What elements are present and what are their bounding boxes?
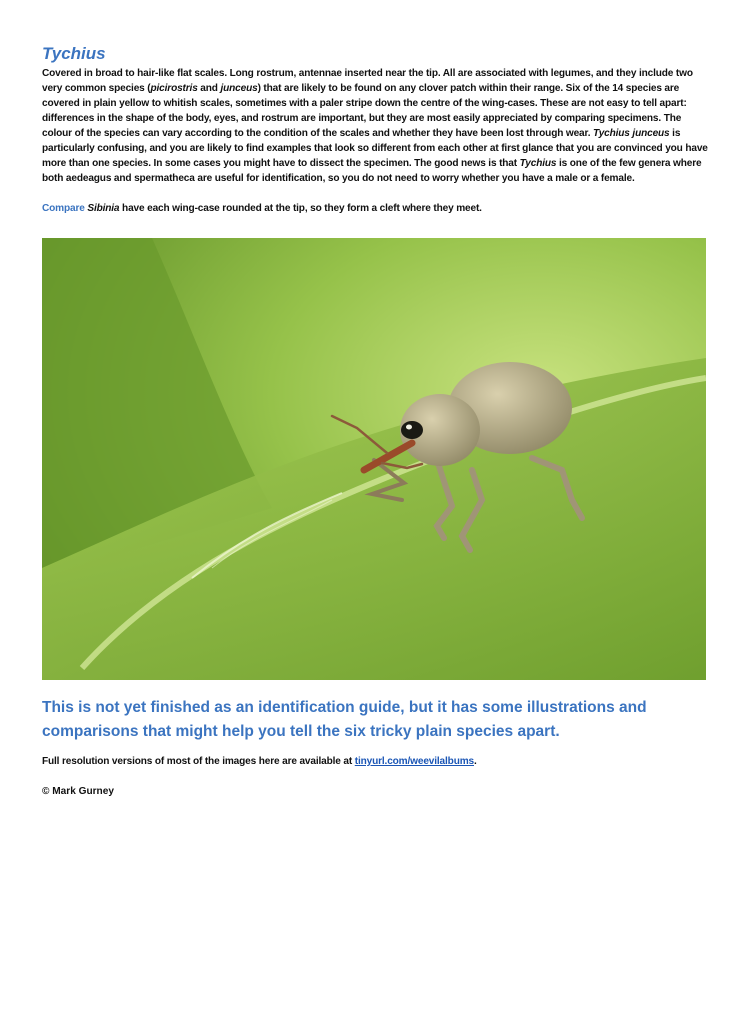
page-title: Tychius <box>42 44 106 63</box>
species-junceus: junceus <box>220 83 258 94</box>
species-picirostris: picirostris <box>150 83 198 94</box>
compare-text: have each wing-case rounded at the tip, so they form a cleft where they meet. <box>119 203 482 214</box>
desc-text-4: is one of the few genera where both aedeagus and spermatheca are useful for identification, so you do not need to worry whether you have a male or a female. <box>42 158 702 184</box>
full-resolution-text: Full resolution versions of most of the images here are available at <box>42 756 355 767</box>
albums-link[interactable]: tinyurl.com/weevilalbums <box>354 756 474 767</box>
weevil-photo <box>42 238 706 680</box>
copyright: © Mark Gurney <box>42 786 114 797</box>
compare-line <box>42 203 482 214</box>
genus-tychius: Tychius <box>519 158 557 169</box>
desc-text-1: Covered in broad to hair-like flat scales. Long rostrum, antennae inserted near the tip. All are associated with legumes, and they include two very common species ( <box>42 68 693 94</box>
full-resolution-line <box>42 756 477 767</box>
compare-genus: Sibinia <box>87 203 120 214</box>
notice-heading: This is not yet finished as an identification guide, but it has some illustrations and comparisons that might help you tell the six tricky plain species apart. <box>42 699 647 740</box>
full-resolution-suffix: . <box>474 756 477 767</box>
compare-link[interactable]: Compare <box>42 203 85 214</box>
desc-text-3: is particularly confusing, and you are likely to find examples that look so different from each other at first glance that you are convinced you have more than one species. In some cases you might have to dissect the specimen. The good news is that <box>42 128 708 169</box>
description-paragraph <box>42 66 712 186</box>
species-tychius-junceus: Tychius junceus <box>593 128 670 139</box>
desc-and: and <box>197 83 221 94</box>
desc-text-2: ) that are likely to be found on any clover patch within their range. Six of the 14 species are covered in plain yellow to whitish scales, sometimes with a paler stripe down the centre of the wing-cases. These are not easy to tell apart: differences in the shape of the body, eyes, and rostrum are important, but they are most easily appreciated by comparing specimens. The colour of the species can vary according to the condition of the scales and whether they have been lost through wear. <box>42 83 687 139</box>
